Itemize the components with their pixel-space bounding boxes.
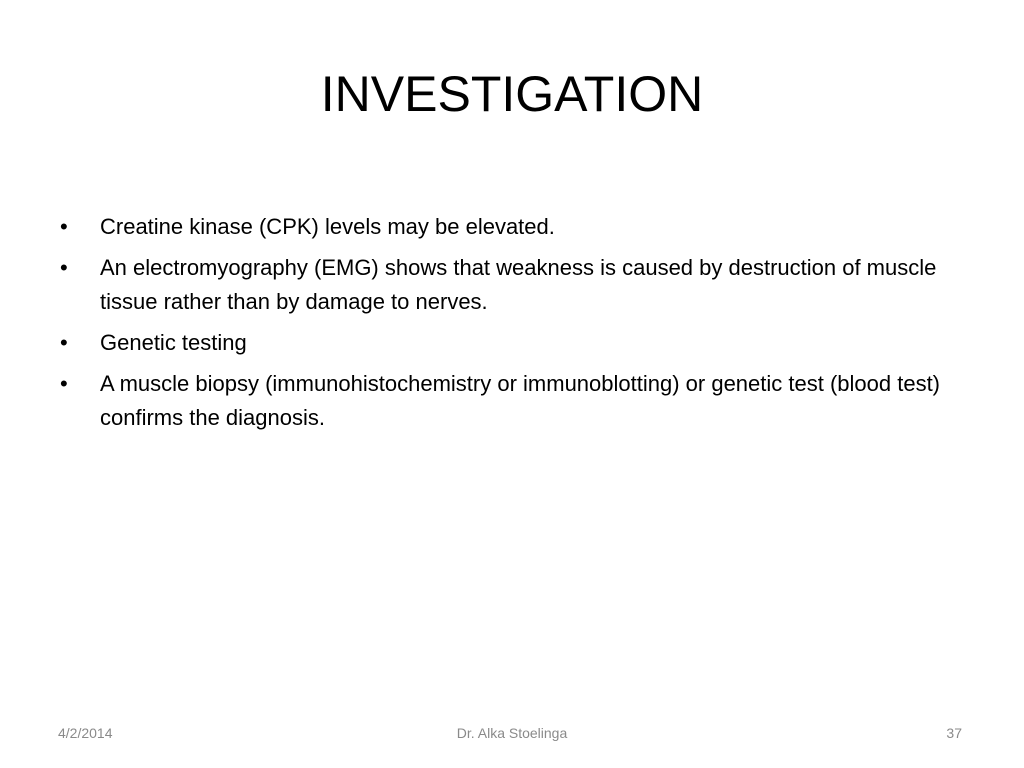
bullet-list xyxy=(58,210,958,442)
bullet-item xyxy=(58,251,958,319)
footer-date: 4/2/2014 xyxy=(58,725,113,741)
bullet-text: Genetic testing xyxy=(100,330,247,355)
slide-title: INVESTIGATION xyxy=(320,66,704,122)
bullet-icon: • xyxy=(60,330,68,355)
bullet-text: Creatine kinase (CPK) levels may be elevated. xyxy=(100,214,555,239)
bullet-text: A muscle biopsy (immunohistochemistry or immunoblotting) or genetic test (blood test) confirms the diagnosis. xyxy=(100,371,941,430)
bullet-icon: • xyxy=(60,255,68,280)
bullet-item xyxy=(58,367,958,435)
bullet-item xyxy=(58,326,958,360)
bullet-item xyxy=(58,210,958,244)
bullet-icon: • xyxy=(60,214,68,239)
bullet-text: An electromyography (EMG) shows that weakness is caused by destruction of muscle tissue rather than by damage to nerves. xyxy=(100,255,937,314)
footer-author: Dr. Alka Stoelinga xyxy=(456,725,568,741)
bullet-icon: • xyxy=(60,371,68,396)
footer-page-number: 37 xyxy=(946,725,962,741)
